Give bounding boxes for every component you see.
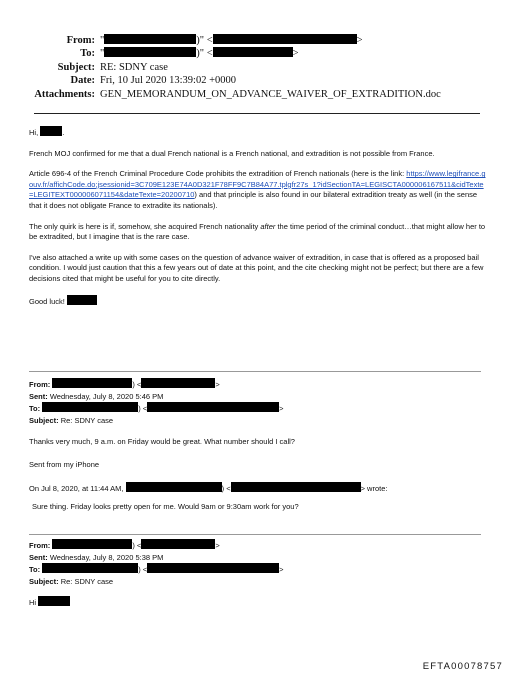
reply-1-signature: Sent from my iPhone bbox=[29, 460, 100, 469]
to-value: " )" < > bbox=[100, 48, 299, 60]
to-label: To: bbox=[80, 48, 95, 60]
reply-2-to: To: ) < > bbox=[29, 565, 284, 575]
message-body bbox=[29, 126, 487, 317]
redaction bbox=[67, 295, 97, 305]
subject-value: RE: SDNY case bbox=[100, 61, 168, 73]
paragraph-1: French MOJ confirmed for me that a dual French national is a French national, and extradition is not possible from France. bbox=[29, 148, 435, 158]
reply-1-body: Thanks very much, 9 a.m. on Friday would be great. What number should I call? bbox=[29, 437, 295, 446]
redaction bbox=[141, 378, 215, 388]
greeting: Hi, . bbox=[29, 128, 65, 137]
bates-number: EFTA00078757 bbox=[422, 661, 503, 672]
header-from-row bbox=[0, 34, 512, 47]
reply-1-to: To: ) < > bbox=[29, 404, 284, 414]
reply-separator bbox=[29, 534, 481, 535]
redaction bbox=[141, 539, 215, 549]
paragraph-4: I've also attached a write up with some cases on the question of advance waiver of extradition, in case that is offered as a proposed bail condition. I would just caution that this a few years out of date at this point, and the cite checking might not be perfect; but there are a few decisions cited that might be useful for you to cite directly. bbox=[29, 252, 484, 283]
from-value: " )" < > bbox=[100, 35, 363, 46]
attachment-link[interactable]: GEN_MEMORANDUM_ON_ADVANCE_WAIVER_OF_EXTRADITION.doc bbox=[100, 88, 441, 100]
reply-1-from: From: ) < > bbox=[29, 380, 220, 389]
header-divider bbox=[34, 113, 480, 114]
header-attachments-row bbox=[0, 88, 512, 101]
closing: Good luck! bbox=[29, 295, 487, 308]
reply-2-greeting: Hi bbox=[29, 596, 487, 609]
redaction bbox=[147, 402, 279, 412]
email-header bbox=[0, 34, 512, 101]
subject-label: Subject: bbox=[57, 61, 95, 73]
redaction bbox=[42, 563, 138, 573]
redaction bbox=[104, 47, 196, 57]
reply-2-subject: Subject: Re: SDNY case bbox=[29, 576, 114, 586]
redaction bbox=[38, 596, 70, 606]
redaction bbox=[213, 34, 357, 44]
reply-2-from: From: ) < > bbox=[29, 541, 220, 550]
date-value: Fri, 10 Jul 2020 13:39:02 +0000 bbox=[100, 75, 237, 87]
redaction bbox=[231, 482, 361, 492]
quote-intro: On Jul 8, 2020, at 11:44 AM, ) < > wrote: bbox=[29, 484, 388, 493]
attachments-label: Attachments: bbox=[34, 88, 95, 100]
redaction bbox=[40, 126, 62, 136]
redaction bbox=[42, 402, 138, 412]
redaction bbox=[52, 378, 132, 388]
header-subject-row bbox=[0, 61, 512, 74]
paragraph-2: Article 696-4 of the French Criminal Procedure Code prohibits the extradition of French nationals (here is the link: https://www.legifrance.gouv.fr/affichCode.do;jsessionid=3C709E123E74A0D321F78FF9C7B84A77.tplgfr27s_1?idSectionTA=LEGISCTA000006167511&cidTexte=LEGITEXT000006071154&dateTexte=20200710) and that principle is also found in our bilateral extradition treaty as well (in the sense that it does not obligate France to extradite its nationals). bbox=[29, 169, 486, 210]
reply-1-sent: Sent: Wednesday, July 8, 2020 5:46 PM bbox=[29, 391, 164, 401]
redaction bbox=[147, 563, 279, 573]
redaction bbox=[104, 34, 196, 44]
reply-2-header bbox=[29, 539, 487, 587]
redaction bbox=[126, 482, 222, 492]
redaction bbox=[213, 47, 293, 57]
reply-separator bbox=[29, 371, 481, 372]
date-label: Date: bbox=[70, 75, 95, 87]
header-date-row bbox=[0, 74, 512, 87]
from-label: From: bbox=[66, 35, 95, 46]
quoted-text: Sure thing. Friday looks pretty open for me. Would 9am or 9:30am work for you? bbox=[32, 502, 299, 511]
reply-2-sent: Sent: Wednesday, July 8, 2020 5:38 PM bbox=[29, 552, 164, 562]
reply-1-subject: Subject: Re: SDNY case bbox=[29, 415, 114, 425]
redaction bbox=[52, 539, 132, 549]
header-to-row bbox=[0, 47, 512, 60]
legifrance-link[interactable]: https://www.legifrance.gouv.fr/affichCode.do;jsessionid=3C709E123E74A0D321F78FF9C7B84A77.tplgfr27s_1?idSectionTA=LEGISCTA000006167511&cidTexte=LEGITEXT000006071154&dateTexte=20200710 bbox=[29, 169, 486, 200]
reply-1-header bbox=[29, 378, 487, 426]
paragraph-3: The only quirk is here is if, somehow, she acquired French nationality after the time period of the criminal conduct…that might allow her to be extradited, but I imagine that is the rare case. bbox=[29, 221, 486, 242]
